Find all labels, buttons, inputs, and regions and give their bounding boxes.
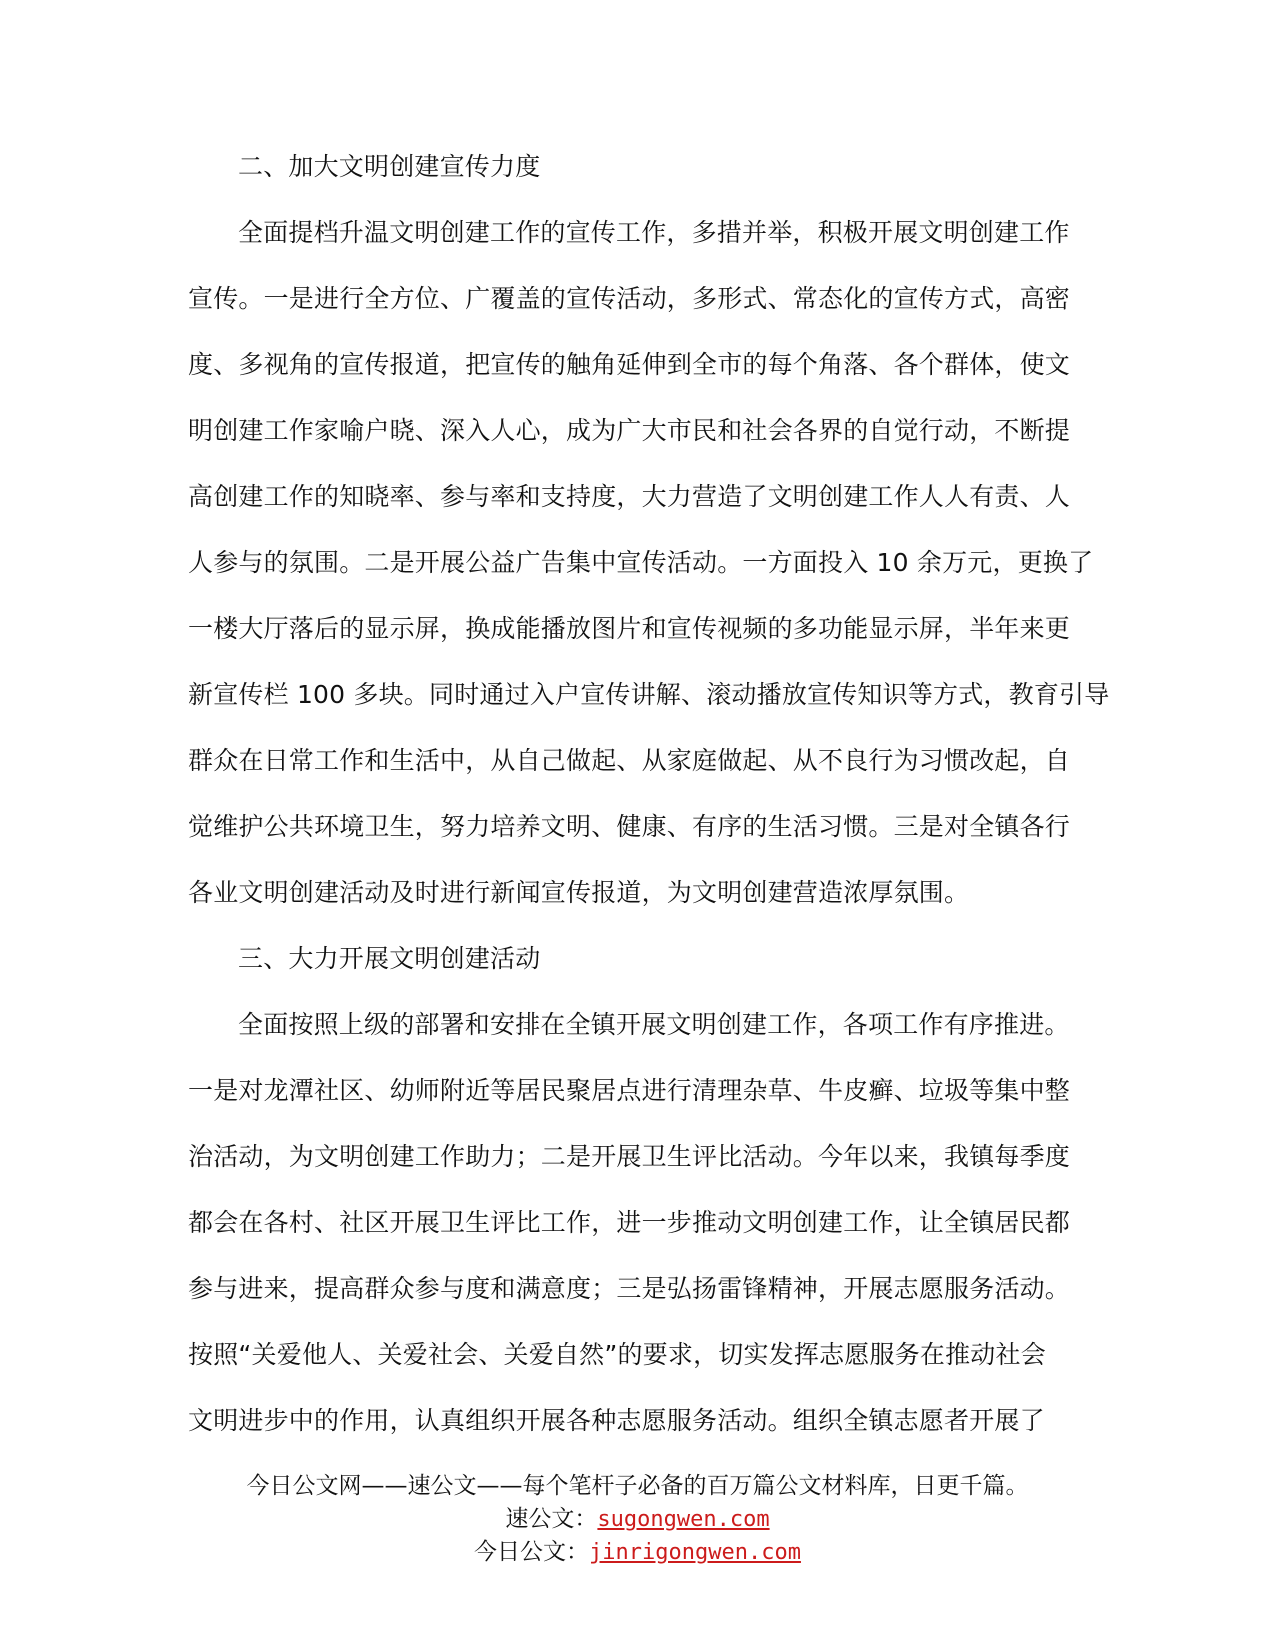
text-line: 三、大力开展文明创建活动 xyxy=(238,944,541,973)
footer-site-1-link[interactable]: sugongwen.com xyxy=(597,1507,770,1532)
text-line: 文明进步中的作用，认真组织开展各种志愿服务活动。组织全镇志愿者开展了 xyxy=(188,1406,1045,1435)
text-line: 各业文明创建活动及时进行新闻宣传报道，为文明创建营造浓厚氛围。 xyxy=(188,878,970,907)
text-line: 全面按照上级的部署和安排在全镇开展文明创建工作，各项工作有序推进。 xyxy=(238,1010,1070,1039)
text-line: 治活动，为文明创建工作助力；二是开展卫生评比活动。今年以来，我镇每季度 xyxy=(188,1142,1071,1171)
text-line: 按照“关爱他人、关爱社会、关爱自然”的要求，切实发挥志愿服务在推动社会 xyxy=(188,1340,1046,1369)
text-line: 一楼大厅落后的显示屏，换成能播放图片和宣传视频的多功能显示屏，半年来更 xyxy=(188,614,1071,643)
footer xyxy=(0,1470,1275,1569)
footer-site-1 xyxy=(0,1503,1275,1536)
text-line: 高创建工作的知晓率、参与率和支持度，大力营造了文明创建工作人人有责、人 xyxy=(188,482,1071,511)
text-line: 全面提档升温文明创建工作的宣传工作，多措并举，积极开展文明创建工作 xyxy=(238,218,1070,247)
footer-site-2 xyxy=(0,1536,1275,1569)
text-line: 新宣传栏 100 多块。同时通过入户宣传讲解、滚动播放宣传知识等方式，教育引导 xyxy=(188,680,1110,709)
footer-site-1-label: 速公文： xyxy=(505,1506,598,1532)
footer-site-2-link[interactable]: jinrigongwen.com xyxy=(589,1540,801,1565)
text-line: 觉维护公共环境卫生，努力培养文明、健康、有序的生活习惯。三是对全镇各行 xyxy=(188,812,1071,841)
text-line: 一是对龙潭社区、幼师附近等居民聚居点进行清理杂草、牛皮癣、垃圾等集中整 xyxy=(188,1076,1071,1105)
text-line: 参与进来，提高群众参与度和满意度；三是弘扬雷锋精神，开展志愿服务活动。 xyxy=(188,1274,1071,1303)
text-line: 二、加大文明创建宣传力度 xyxy=(238,152,541,181)
footer-tagline: 今日公文网——速公文——每个笔杆子必备的百万篇公文材料库，日更千篇。 xyxy=(246,1473,1029,1499)
text-line: 宣传。一是进行全方位、广覆盖的宣传活动，多形式、常态化的宣传方式，高密 xyxy=(188,284,1071,313)
text-line: 人参与的氛围。二是开展公益广告集中宣传活动。一方面投入 10 余万元，更换了 xyxy=(188,548,1094,577)
footer-site-2-label: 今日公文： xyxy=(474,1539,590,1565)
text-line: 明创建工作家喻户晓、深入人心，成为广大市民和社会各界的自觉行动，不断提 xyxy=(188,416,1071,445)
document-body xyxy=(188,134,1110,1454)
text-line: 群众在日常工作和生活中，从自己做起、从家庭做起、从不良行为习惯改起，自 xyxy=(188,746,1071,775)
text-line: 度、多视角的宣传报道，把宣传的触角延伸到全市的每个角落、各个群体，使文 xyxy=(188,350,1071,379)
text-line: 都会在各村、社区开展卫生评比工作，进一步推动文明创建工作，让全镇居民都 xyxy=(188,1208,1071,1237)
